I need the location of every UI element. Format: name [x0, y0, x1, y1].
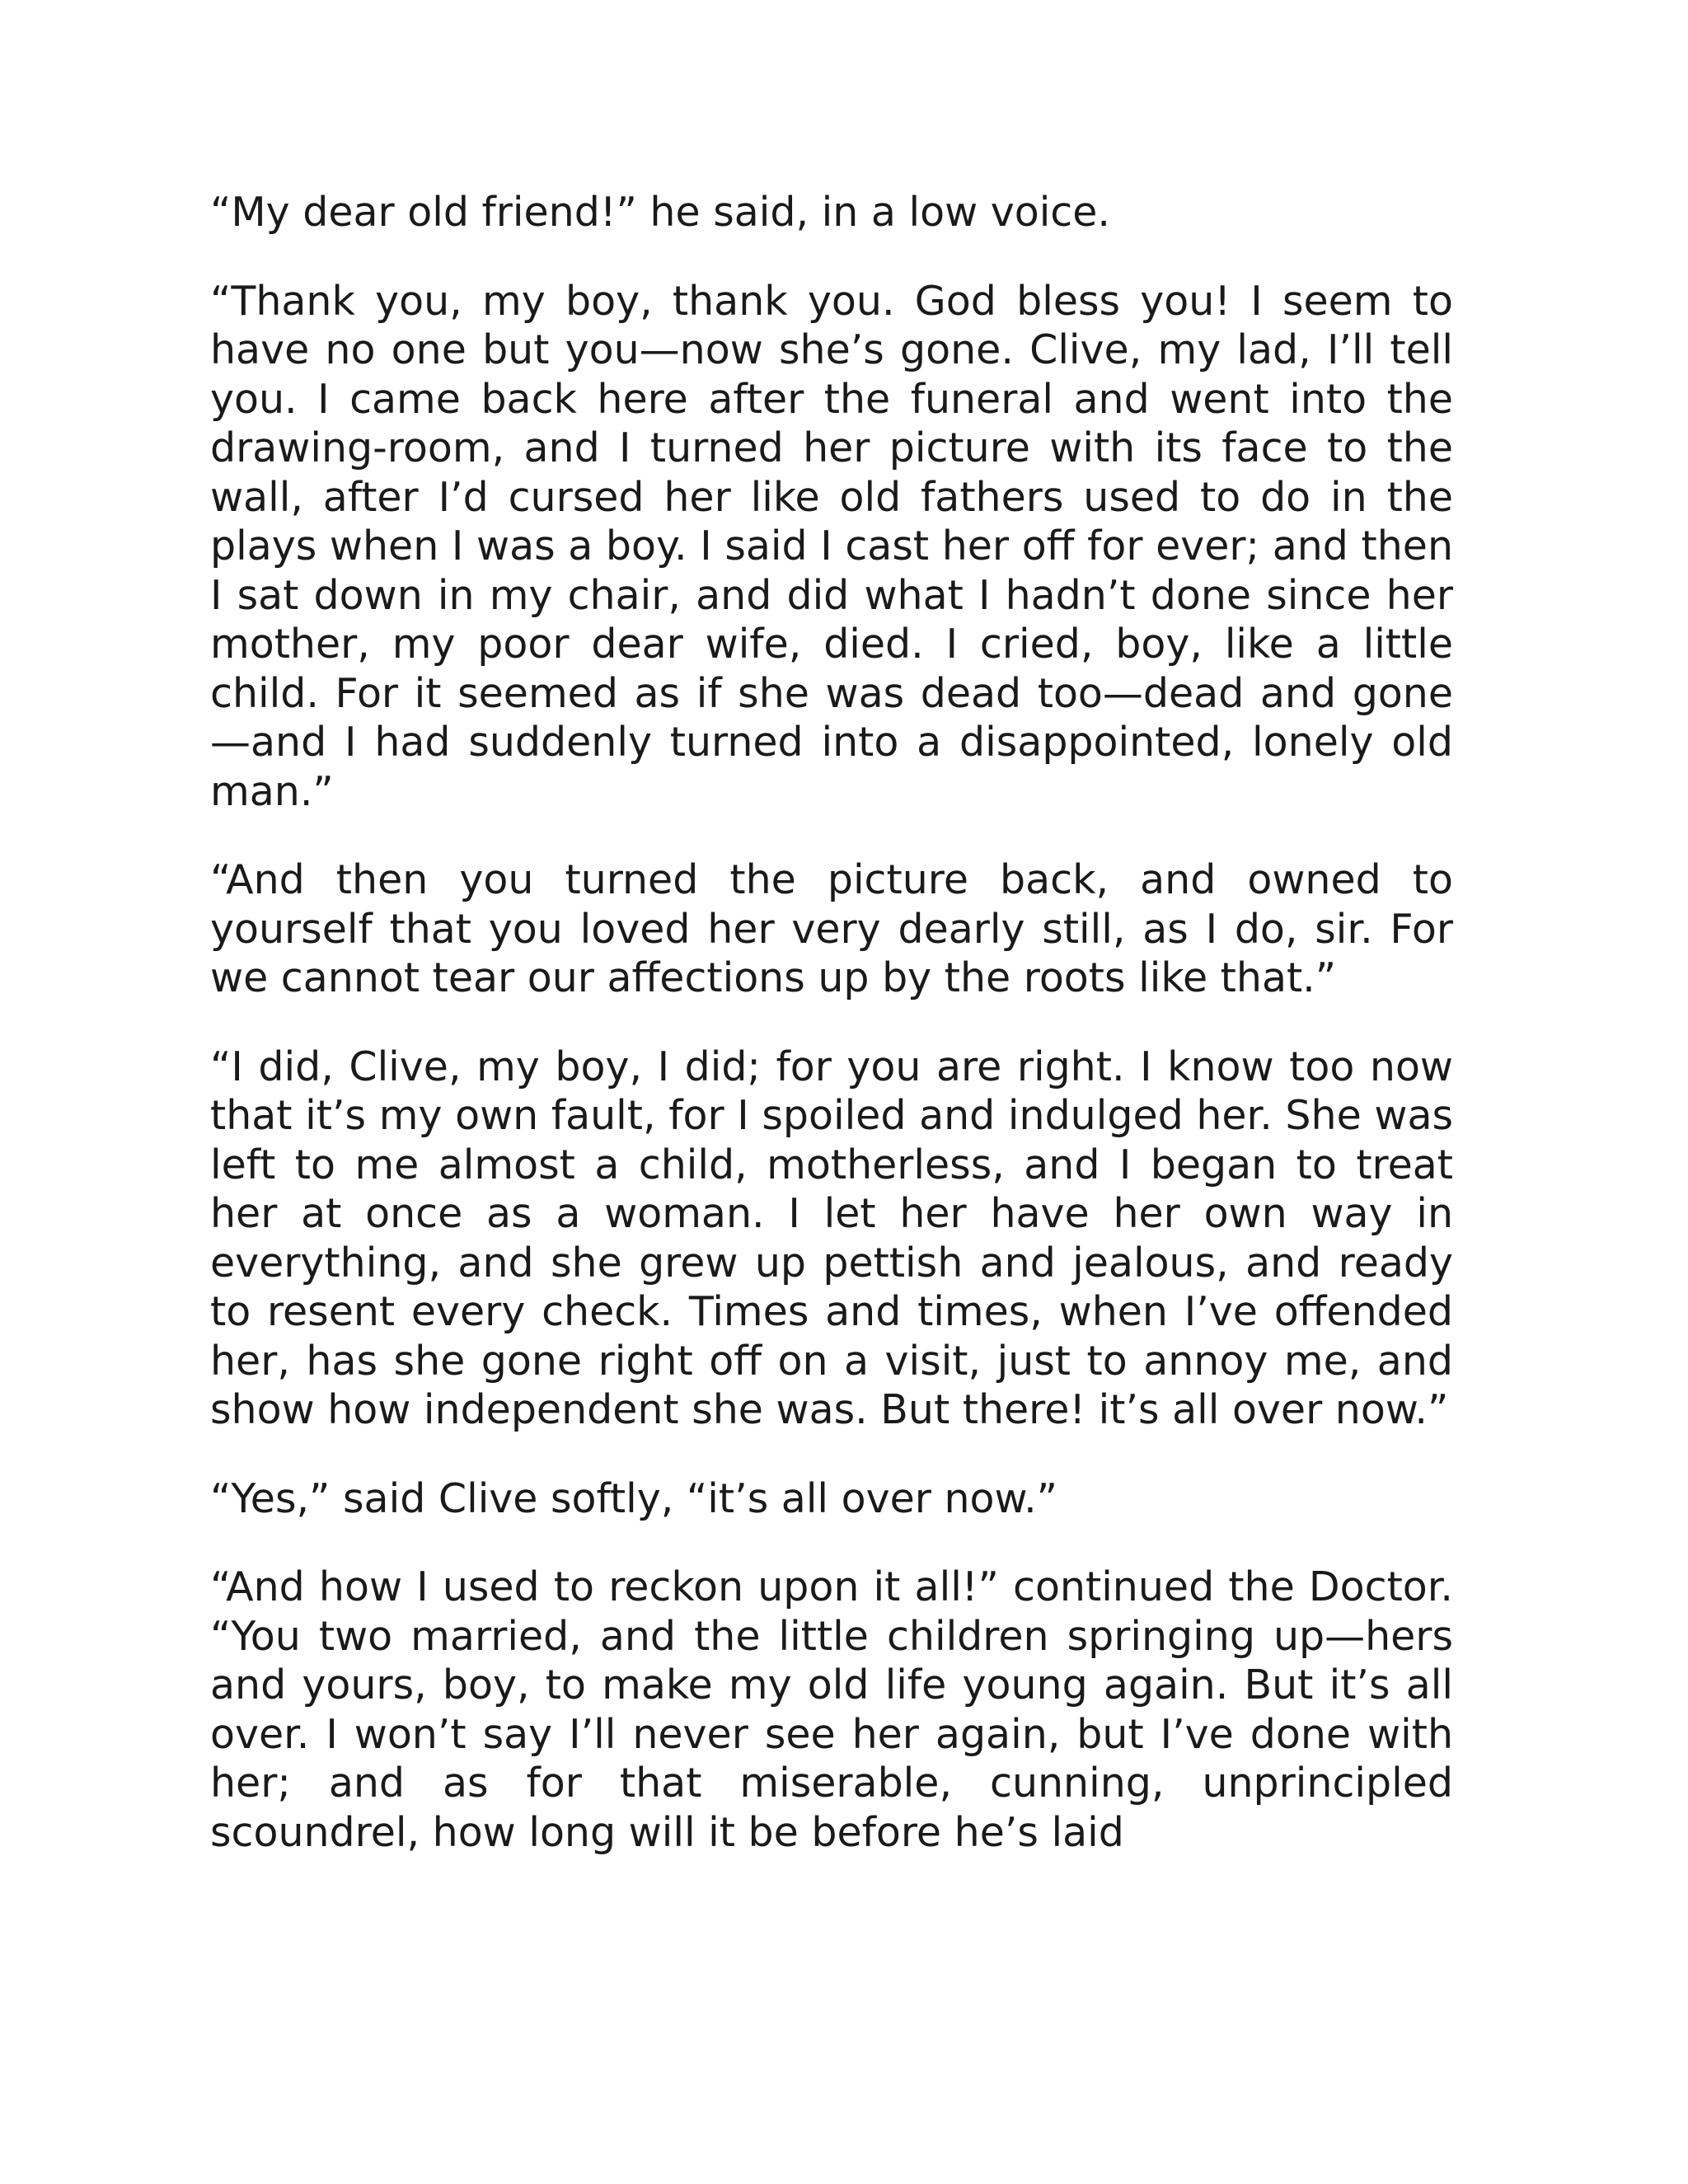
- paragraph-6: “And how I used to reckon upon it all!” continued the Doctor. “You two married, and the little children springing up—hers and yours, boy, to make my old life young again. But it’s all over. I won’t say I’ll never see her again, but I’ve done with her; and as for that miserable, cunning, unprincipled scoundrel, how long will it be before he’s laid: [210, 1563, 1453, 1856]
- page-text: [210, 188, 1453, 1857]
- paragraph-1: “My dear old friend!” he said, in a low voice.: [210, 189, 1110, 236]
- paragraph-5: “Yes,” said Clive softly, “it’s all over now.”: [210, 1474, 1058, 1522]
- paragraph-3: “And then you turned the picture back, and owned to yourself that you loved her very dearly still, as I do, sir. For we cannot tear our affections up by the roots like that.”: [210, 856, 1453, 1001]
- paragraph-2: “Thank you, my boy, thank you. God bless you! I seem to have no one but you—now she’s gone. Clive, my lad, I’ll tell you. I came back here after the funeral and went into the drawing-room, and I turned her picture with its face to the wall, after I’d cursed her like old fathers used to do in the plays when I was a boy. I said I cast her off for ever; and then I sat down in my chair, and did what I hadn’t done since her mother, my poor dear wife, died. I cried, boy, like a little child. For it seemed as if she was dead too—dead and gone—and I had suddenly turned into a disappointed, lonely old man.”: [210, 277, 1453, 815]
- paragraph-4: “I did, Clive, my boy, I did; for you are right. I know too now that it’s my own fault, for I spoiled and indulged her. She was left to me almost a child, motherless, and I began to treat her at once as a woman. I let her have her own way in everything, and she grew up pettish and jealous, and ready to resent every check. Times and times, when I’ve offended her, has she gone right off on a visit, just to annoy me, and show how independent she was. But there! it’s all over now.”: [210, 1043, 1453, 1433]
